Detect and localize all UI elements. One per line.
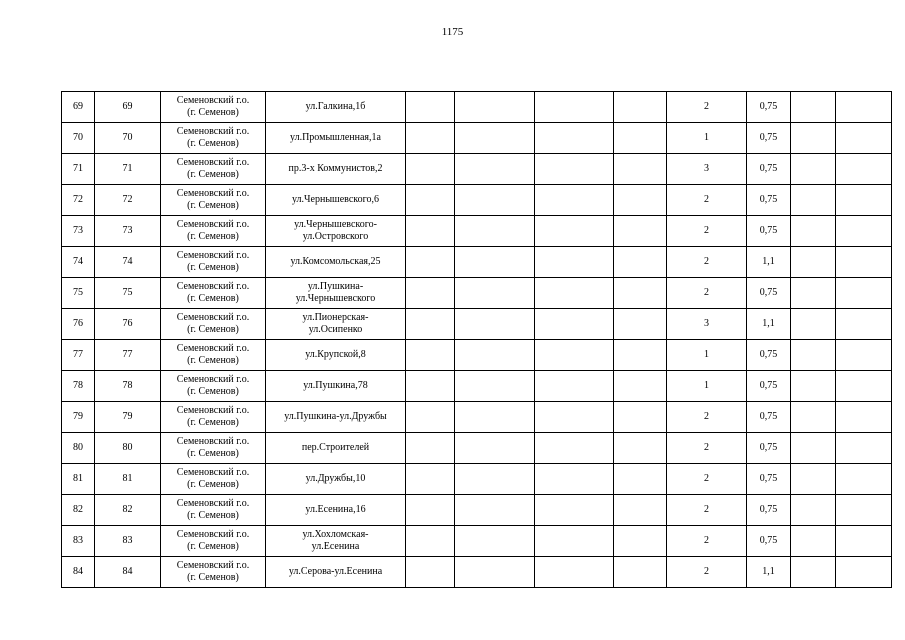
district-name: Семеновский г.о. bbox=[176, 467, 250, 478]
empty-cell bbox=[791, 309, 836, 340]
empty-cell bbox=[455, 123, 535, 154]
empty-cell bbox=[836, 464, 892, 495]
container-count-cell: 2 bbox=[667, 402, 747, 433]
district-city: (г. Семенов) bbox=[187, 541, 239, 552]
district-name: Семеновский г.о. bbox=[176, 405, 250, 416]
empty-cell bbox=[836, 185, 892, 216]
empty-cell bbox=[406, 247, 455, 278]
address-line-2: ул.Осипенко bbox=[308, 324, 363, 335]
address-line-2: ул.Островского bbox=[302, 231, 369, 242]
table-row bbox=[62, 278, 892, 309]
address-cell bbox=[266, 433, 406, 464]
site-number-cell: 84 bbox=[95, 557, 161, 588]
district-city: (г. Семенов) bbox=[187, 138, 239, 149]
empty-cell bbox=[455, 557, 535, 588]
container-volume-cell: 1,1 bbox=[747, 557, 791, 588]
district-cell bbox=[161, 185, 266, 216]
district-name: Семеновский г.о. bbox=[176, 529, 250, 540]
empty-cell bbox=[836, 526, 892, 557]
empty-cell bbox=[535, 278, 614, 309]
district-city: (г. Семенов) bbox=[187, 386, 239, 397]
district-name: Семеновский г.о. bbox=[176, 126, 250, 137]
site-number-cell: 79 bbox=[95, 402, 161, 433]
containers-table bbox=[61, 91, 892, 588]
container-count-cell: 2 bbox=[667, 464, 747, 495]
empty-cell bbox=[455, 309, 535, 340]
district-name: Семеновский г.о. bbox=[176, 157, 250, 168]
empty-cell bbox=[406, 402, 455, 433]
empty-cell bbox=[455, 92, 535, 123]
empty-cell bbox=[455, 278, 535, 309]
site-number-cell: 73 bbox=[95, 216, 161, 247]
site-number-cell: 81 bbox=[95, 464, 161, 495]
address-cell bbox=[266, 371, 406, 402]
address-cell bbox=[266, 247, 406, 278]
district-city: (г. Семенов) bbox=[187, 231, 239, 242]
table-row bbox=[62, 185, 892, 216]
district-cell bbox=[161, 340, 266, 371]
container-count-cell: 1 bbox=[667, 123, 747, 154]
district-name: Семеновский г.о. bbox=[176, 95, 250, 106]
empty-cell bbox=[614, 433, 667, 464]
table-row bbox=[62, 402, 892, 433]
empty-cell bbox=[791, 123, 836, 154]
row-number-cell: 73 bbox=[62, 216, 95, 247]
address-cell bbox=[266, 340, 406, 371]
container-volume-cell: 0,75 bbox=[747, 278, 791, 309]
container-volume-cell: 0,75 bbox=[747, 216, 791, 247]
district-cell bbox=[161, 371, 266, 402]
district-cell bbox=[161, 495, 266, 526]
container-count-cell: 2 bbox=[667, 247, 747, 278]
empty-cell bbox=[406, 309, 455, 340]
district-city: (г. Семенов) bbox=[187, 572, 239, 583]
district-name: Семеновский г.о. bbox=[176, 560, 250, 571]
district-name: Семеновский г.о. bbox=[176, 250, 250, 261]
table-row bbox=[62, 216, 892, 247]
empty-cell bbox=[614, 278, 667, 309]
district-city: (г. Семенов) bbox=[187, 169, 239, 180]
empty-cell bbox=[791, 495, 836, 526]
row-number-cell: 78 bbox=[62, 371, 95, 402]
row-number-cell: 69 bbox=[62, 92, 95, 123]
empty-cell bbox=[455, 340, 535, 371]
address-cell bbox=[266, 123, 406, 154]
container-volume-cell: 0,75 bbox=[747, 495, 791, 526]
empty-cell bbox=[614, 247, 667, 278]
empty-cell bbox=[836, 247, 892, 278]
district-cell bbox=[161, 216, 266, 247]
empty-cell bbox=[535, 495, 614, 526]
empty-cell bbox=[836, 154, 892, 185]
container-volume-cell: 0,75 bbox=[747, 123, 791, 154]
address-cell bbox=[266, 495, 406, 526]
empty-cell bbox=[836, 123, 892, 154]
address-cell bbox=[266, 309, 406, 340]
empty-cell bbox=[535, 185, 614, 216]
district-name: Семеновский г.о. bbox=[176, 188, 250, 199]
site-number-cell: 83 bbox=[95, 526, 161, 557]
empty-cell bbox=[535, 464, 614, 495]
table-row bbox=[62, 464, 892, 495]
address-line-1: ул.Пушкина,78 bbox=[303, 380, 368, 391]
empty-cell bbox=[614, 154, 667, 185]
empty-cell bbox=[535, 340, 614, 371]
address-line-1: пр.3-х Коммунистов,2 bbox=[288, 163, 383, 174]
address-line-1: ул.Промышленная,1а bbox=[290, 132, 381, 143]
district-cell bbox=[161, 92, 266, 123]
empty-cell bbox=[791, 92, 836, 123]
empty-cell bbox=[791, 340, 836, 371]
table-row bbox=[62, 309, 892, 340]
district-city: (г. Семенов) bbox=[187, 448, 239, 459]
empty-cell bbox=[535, 309, 614, 340]
address-cell bbox=[266, 185, 406, 216]
district-cell bbox=[161, 402, 266, 433]
container-count-cell: 2 bbox=[667, 216, 747, 247]
address-cell bbox=[266, 216, 406, 247]
empty-cell bbox=[406, 526, 455, 557]
empty-cell bbox=[614, 402, 667, 433]
site-number-cell: 75 bbox=[95, 278, 161, 309]
empty-cell bbox=[836, 433, 892, 464]
empty-cell bbox=[791, 402, 836, 433]
address-cell bbox=[266, 92, 406, 123]
address-line-2: ул.Есенина bbox=[311, 541, 360, 552]
site-number-cell: 74 bbox=[95, 247, 161, 278]
container-count-cell: 3 bbox=[667, 154, 747, 185]
address-line-1: ул.Дружбы,10 bbox=[305, 473, 366, 484]
empty-cell bbox=[455, 216, 535, 247]
site-number-cell: 76 bbox=[95, 309, 161, 340]
address-line-1: ул.Чернышевского- bbox=[294, 219, 377, 230]
empty-cell bbox=[791, 433, 836, 464]
container-count-cell: 1 bbox=[667, 371, 747, 402]
empty-cell bbox=[836, 278, 892, 309]
empty-cell bbox=[791, 557, 836, 588]
empty-cell bbox=[836, 216, 892, 247]
container-count-cell: 2 bbox=[667, 185, 747, 216]
empty-cell bbox=[836, 340, 892, 371]
row-number-cell: 76 bbox=[62, 309, 95, 340]
empty-cell bbox=[455, 371, 535, 402]
district-name: Семеновский г.о. bbox=[176, 281, 250, 292]
table-row bbox=[62, 123, 892, 154]
empty-cell bbox=[791, 526, 836, 557]
empty-cell bbox=[614, 526, 667, 557]
empty-cell bbox=[614, 340, 667, 371]
address-cell bbox=[266, 278, 406, 309]
district-cell bbox=[161, 123, 266, 154]
container-count-cell: 2 bbox=[667, 526, 747, 557]
address-line-1: ул.Пушкина- bbox=[307, 281, 364, 292]
address-line-2: ул.Чернышевского bbox=[295, 293, 376, 304]
empty-cell bbox=[535, 402, 614, 433]
empty-cell bbox=[791, 371, 836, 402]
empty-cell bbox=[455, 433, 535, 464]
table-row bbox=[62, 433, 892, 464]
empty-cell bbox=[836, 92, 892, 123]
empty-cell bbox=[791, 216, 836, 247]
container-count-cell: 2 bbox=[667, 495, 747, 526]
district-city: (г. Семенов) bbox=[187, 324, 239, 335]
address-line-1: ул.Пионерская- bbox=[302, 312, 369, 323]
empty-cell bbox=[836, 402, 892, 433]
site-number-cell: 78 bbox=[95, 371, 161, 402]
empty-cell bbox=[535, 92, 614, 123]
empty-cell bbox=[455, 185, 535, 216]
empty-cell bbox=[614, 309, 667, 340]
empty-cell bbox=[836, 371, 892, 402]
empty-cell bbox=[535, 526, 614, 557]
empty-cell bbox=[406, 278, 455, 309]
table-row bbox=[62, 526, 892, 557]
container-count-cell: 2 bbox=[667, 433, 747, 464]
row-number-cell: 74 bbox=[62, 247, 95, 278]
district-cell bbox=[161, 154, 266, 185]
container-volume-cell: 1,1 bbox=[747, 247, 791, 278]
empty-cell bbox=[614, 185, 667, 216]
empty-cell bbox=[406, 557, 455, 588]
empty-cell bbox=[535, 433, 614, 464]
site-number-cell: 69 bbox=[95, 92, 161, 123]
district-name: Семеновский г.о. bbox=[176, 343, 250, 354]
table-row bbox=[62, 92, 892, 123]
district-name: Семеновский г.о. bbox=[176, 219, 250, 230]
row-number-cell: 70 bbox=[62, 123, 95, 154]
site-number-cell: 80 bbox=[95, 433, 161, 464]
district-name: Семеновский г.о. bbox=[176, 374, 250, 385]
table-row bbox=[62, 371, 892, 402]
empty-cell bbox=[455, 402, 535, 433]
address-line-1: ул.Пушкина-ул.Дружбы bbox=[284, 411, 387, 422]
district-name: Семеновский г.о. bbox=[176, 436, 250, 447]
table-row bbox=[62, 247, 892, 278]
district-city: (г. Семенов) bbox=[187, 200, 239, 211]
container-volume-cell: 0,75 bbox=[747, 92, 791, 123]
empty-cell bbox=[791, 247, 836, 278]
row-number-cell: 84 bbox=[62, 557, 95, 588]
container-count-cell: 2 bbox=[667, 278, 747, 309]
site-number-cell: 71 bbox=[95, 154, 161, 185]
empty-cell bbox=[406, 185, 455, 216]
table-row bbox=[62, 154, 892, 185]
address-cell bbox=[266, 402, 406, 433]
empty-cell bbox=[406, 92, 455, 123]
row-number-cell: 71 bbox=[62, 154, 95, 185]
empty-cell bbox=[406, 495, 455, 526]
empty-cell bbox=[406, 433, 455, 464]
row-number-cell: 77 bbox=[62, 340, 95, 371]
container-volume-cell: 0,75 bbox=[747, 464, 791, 495]
container-volume-cell: 0,75 bbox=[747, 340, 791, 371]
container-count-cell: 1 bbox=[667, 340, 747, 371]
table-row bbox=[62, 495, 892, 526]
page-number: 1175 bbox=[441, 26, 464, 38]
empty-cell bbox=[836, 495, 892, 526]
site-number-cell: 77 bbox=[95, 340, 161, 371]
empty-cell bbox=[455, 247, 535, 278]
district-cell bbox=[161, 557, 266, 588]
district-city: (г. Семенов) bbox=[187, 510, 239, 521]
address-line-1: ул.Есенина,16 bbox=[305, 504, 366, 515]
row-number-cell: 79 bbox=[62, 402, 95, 433]
district-city: (г. Семенов) bbox=[187, 479, 239, 490]
empty-cell bbox=[535, 216, 614, 247]
site-number-cell: 82 bbox=[95, 495, 161, 526]
site-number-cell: 70 bbox=[95, 123, 161, 154]
address-line-1: ул.Чернышевского,6 bbox=[291, 194, 379, 205]
district-city: (г. Семенов) bbox=[187, 355, 239, 366]
table-row bbox=[62, 557, 892, 588]
site-number-cell: 72 bbox=[95, 185, 161, 216]
container-volume-cell: 0,75 bbox=[747, 433, 791, 464]
empty-cell bbox=[535, 557, 614, 588]
address-line-1: ул.Галкина,1б bbox=[305, 101, 366, 112]
container-volume-cell: 1,1 bbox=[747, 309, 791, 340]
empty-cell bbox=[535, 123, 614, 154]
address-line-1: ул.Хохломская- bbox=[302, 529, 369, 540]
empty-cell bbox=[614, 495, 667, 526]
address-line-1: ул.Комсомольская,25 bbox=[290, 256, 381, 267]
empty-cell bbox=[406, 340, 455, 371]
container-volume-cell: 0,75 bbox=[747, 185, 791, 216]
empty-cell bbox=[836, 309, 892, 340]
empty-cell bbox=[836, 557, 892, 588]
empty-cell bbox=[791, 185, 836, 216]
container-volume-cell: 0,75 bbox=[747, 371, 791, 402]
empty-cell bbox=[455, 495, 535, 526]
table-body bbox=[62, 92, 892, 588]
district-name: Семеновский г.о. bbox=[176, 498, 250, 509]
empty-cell bbox=[614, 464, 667, 495]
container-volume-cell: 0,75 bbox=[747, 154, 791, 185]
district-city: (г. Семенов) bbox=[187, 107, 239, 118]
empty-cell bbox=[455, 154, 535, 185]
container-count-cell: 2 bbox=[667, 557, 747, 588]
container-volume-cell: 0,75 bbox=[747, 526, 791, 557]
empty-cell bbox=[406, 154, 455, 185]
address-line-1: пер.Строителей bbox=[301, 442, 370, 453]
address-cell bbox=[266, 464, 406, 495]
empty-cell bbox=[791, 464, 836, 495]
row-number-cell: 82 bbox=[62, 495, 95, 526]
empty-cell bbox=[535, 247, 614, 278]
district-cell bbox=[161, 247, 266, 278]
empty-cell bbox=[455, 526, 535, 557]
district-cell bbox=[161, 464, 266, 495]
address-cell bbox=[266, 557, 406, 588]
address-line-1: ул.Крупской,8 bbox=[305, 349, 366, 360]
district-cell bbox=[161, 526, 266, 557]
row-number-cell: 81 bbox=[62, 464, 95, 495]
address-cell bbox=[266, 526, 406, 557]
empty-cell bbox=[535, 154, 614, 185]
district-city: (г. Семенов) bbox=[187, 262, 239, 273]
address-cell bbox=[266, 154, 406, 185]
empty-cell bbox=[455, 464, 535, 495]
empty-cell bbox=[535, 371, 614, 402]
district-city: (г. Семенов) bbox=[187, 417, 239, 428]
container-volume-cell: 0,75 bbox=[747, 402, 791, 433]
empty-cell bbox=[614, 557, 667, 588]
empty-cell bbox=[614, 371, 667, 402]
empty-cell bbox=[791, 154, 836, 185]
district-name: Семеновский г.о. bbox=[176, 312, 250, 323]
district-cell bbox=[161, 433, 266, 464]
empty-cell bbox=[614, 216, 667, 247]
empty-cell bbox=[406, 216, 455, 247]
district-cell bbox=[161, 278, 266, 309]
row-number-cell: 80 bbox=[62, 433, 95, 464]
empty-cell bbox=[791, 278, 836, 309]
district-city: (г. Семенов) bbox=[187, 293, 239, 304]
row-number-cell: 83 bbox=[62, 526, 95, 557]
empty-cell bbox=[406, 464, 455, 495]
empty-cell bbox=[614, 92, 667, 123]
district-cell bbox=[161, 309, 266, 340]
empty-cell bbox=[614, 123, 667, 154]
table-row bbox=[62, 340, 892, 371]
container-count-cell: 3 bbox=[667, 309, 747, 340]
container-count-cell: 2 bbox=[667, 92, 747, 123]
row-number-cell: 75 bbox=[62, 278, 95, 309]
empty-cell bbox=[406, 123, 455, 154]
empty-cell bbox=[406, 371, 455, 402]
row-number-cell: 72 bbox=[62, 185, 95, 216]
address-line-1: ул.Серова-ул.Есенина bbox=[288, 566, 383, 577]
